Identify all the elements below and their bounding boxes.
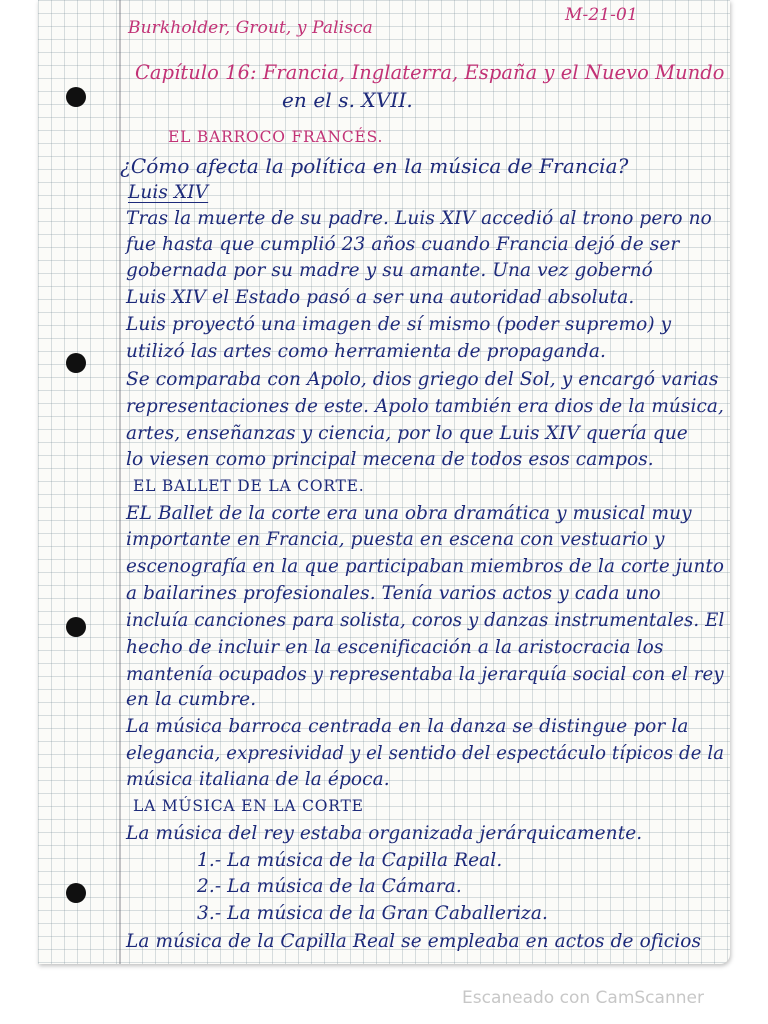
binder-hole bbox=[66, 87, 86, 107]
paragraph-line: hecho de incluir en la escenificación a la aristocracia los bbox=[126, 637, 664, 658]
binder-hole bbox=[66, 883, 86, 903]
camscanner-watermark: Escaneado con CamScanner bbox=[462, 988, 704, 1008]
section-title-baroque: EL BARROCO FRANCÉS. bbox=[168, 128, 384, 146]
paragraph-line: Tras la muerte de su padre. Luis XIV accedió al trono pero no bbox=[126, 208, 712, 229]
list-item: 3.- La música de la Gran Caballeriza. bbox=[197, 903, 549, 924]
paragraph-line: Se comparaba con Apolo, dios griego del Sol, y encargó varias bbox=[126, 369, 719, 390]
paragraph-line: artes, enseñanzas y ciencia, por lo que Luis XIV quería que bbox=[126, 423, 688, 444]
paragraph-line: fue hasta que cumplió 23 años cuando Francia dejó de ser bbox=[126, 234, 680, 255]
ballet-heading: EL BALLET DE LA CORTE. bbox=[133, 477, 365, 495]
paragraph-line: representaciones de este. Apolo también era dios de la música, bbox=[126, 396, 724, 417]
paragraph-line: a bailarines profesionales. Tenía varios actos y cada uno bbox=[126, 583, 661, 604]
list-item: 1.- La música de la Capilla Real. bbox=[197, 850, 503, 871]
paragraph-line: EL Ballet de la corte era una obra dramática y musical muy bbox=[126, 503, 692, 524]
paragraph-line: La música de la Capilla Real se empleaba en actos de oficios bbox=[126, 931, 702, 952]
chapter-title: Capítulo 16: Francia, Inglaterra, España y el Nuevo Mundo bbox=[135, 60, 725, 84]
paragraph-line: música italiana de la época. bbox=[126, 769, 390, 790]
paragraph-line: Luis proyectó una imagen de sí mismo (poder supremo) y bbox=[126, 314, 672, 335]
paragraph-line: La música del rey estaba organizada jerárquicamente. bbox=[126, 823, 643, 844]
chapter-subtitle: en el s. XVII. bbox=[282, 88, 413, 112]
paragraph-line: escenografía en la que participaban miembros de la corte junto bbox=[126, 556, 725, 577]
luis-heading: Luis XIV bbox=[128, 182, 209, 203]
paragraph-line: lo viesen como principal mecena de todos esos campos. bbox=[126, 449, 654, 470]
date-header: M-21-01 bbox=[565, 5, 638, 25]
paragraph-line: incluía canciones para solista, coros y danzas instrumentales. El bbox=[126, 610, 725, 631]
paragraph-line: La música barroca centrada en la danza se distingue por la bbox=[126, 716, 689, 737]
authors-header: Burkholder, Grout, y Palisca bbox=[128, 18, 373, 38]
paragraph-line: importante en Francia, puesta en escena con vestuario y bbox=[126, 529, 665, 550]
binder-hole bbox=[66, 617, 86, 637]
court-music-heading: LA MÚSICA EN LA CORTE bbox=[133, 797, 364, 815]
question-heading: ¿Cómo afecta la política en la música de Francia? bbox=[120, 154, 629, 178]
paragraph-line: utilizó las artes como herramienta de propaganda. bbox=[126, 341, 606, 362]
paragraph-line: gobernada por su madre y su amante. Una vez gobernó bbox=[126, 260, 653, 281]
list-item: 2.- La música de la Cámara. bbox=[197, 876, 462, 897]
paragraph-line: en la cumbre. bbox=[126, 689, 257, 710]
paragraph-line: mantenía ocupados y representaba la jerarquía social con el rey bbox=[126, 664, 724, 685]
paragraph-line: elegancia, expresividad y el sentido del espectáculo típicos de la bbox=[126, 743, 725, 764]
margin-line bbox=[119, 0, 121, 964]
binder-hole bbox=[66, 353, 86, 373]
paragraph-line: Luis XIV el Estado pasó a ser una autoridad absoluta. bbox=[126, 287, 635, 308]
